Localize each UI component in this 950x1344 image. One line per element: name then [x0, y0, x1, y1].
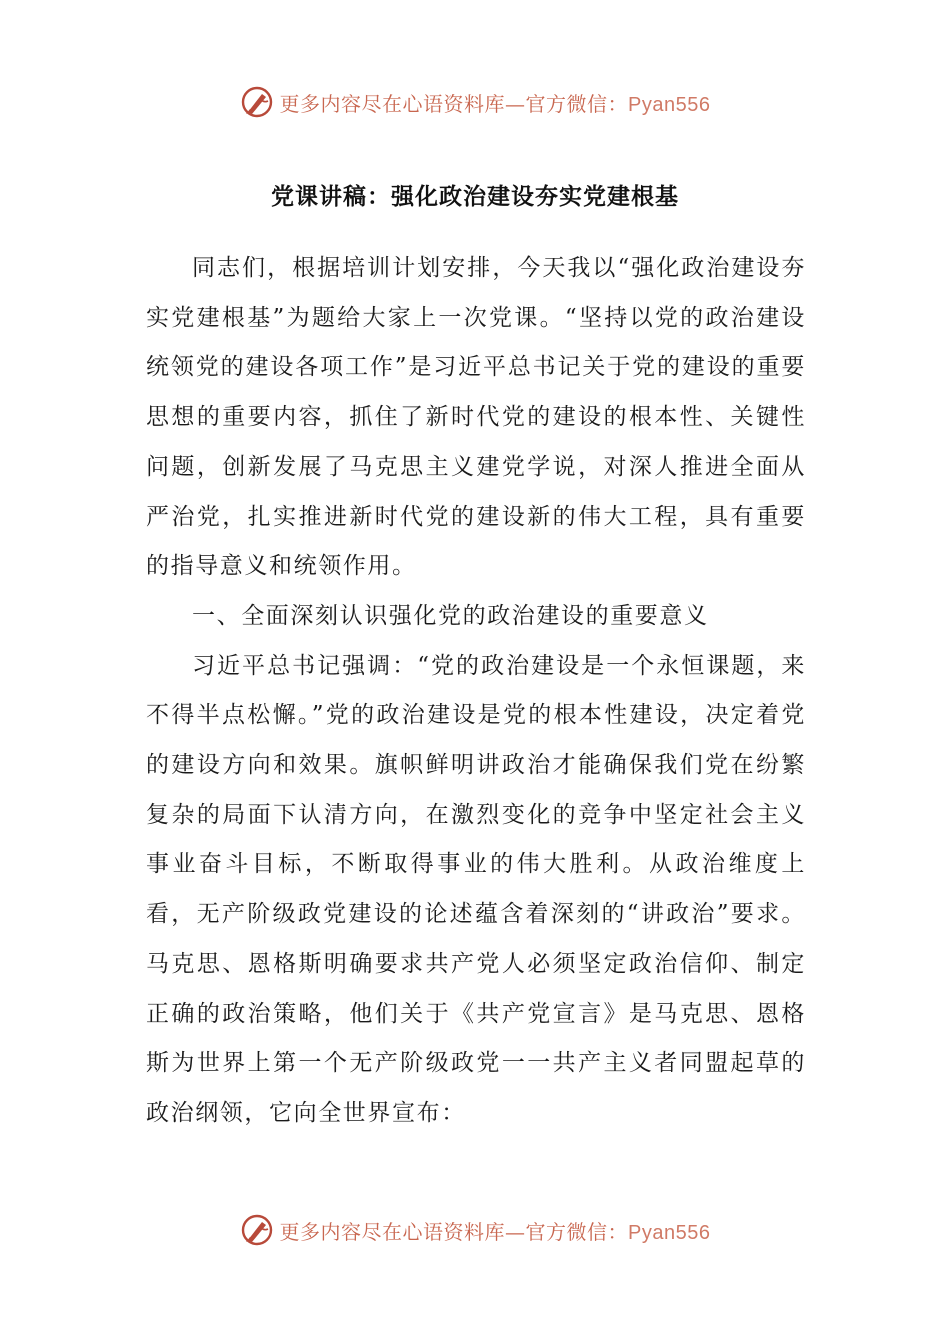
- banner-contact-id: Pyan556: [628, 93, 711, 116]
- banner-contact-id: Pyan556: [628, 1221, 711, 1244]
- banner-slogan: 更多内容尽在心语资料库: [279, 1219, 506, 1244]
- banner-separator: —: [505, 91, 526, 116]
- header-watermark-banner: [0, 80, 950, 124]
- body-paragraph: 习近平总书记强调：“党的政治建设是一个永恒课题，来不得半点松懈。”党的政治建设是党的根本性建设，决定着党的建设方向和效果。旗帜鲜明讲政治才能确保我们党在纷繁复杂的局面下认清方向，在激烈变化的竞争中坚定社会主义事业奋斗目标，不断取得事业的伟大胜利。从政治维度上看，无产阶级政党建设的论述蕴含着深刻的“讲政治”要求。马克思、恩格斯明确要求共产党人必须坚定政治信仰、制定正确的政治策略，他们关于《共产党宣言》是马克思、恩格斯为世界上第一个无产阶级政党一一共产主义者同盟起草的政治纲领，它向全世界宣布：: [146, 652, 806, 1126]
- pen-nib-logo-icon: [240, 85, 274, 119]
- document-body: [146, 244, 806, 1139]
- banner-slogan: 更多内容尽在心语资料库: [279, 91, 506, 116]
- intro-paragraph: 同志们，根据培训计划安排，今天我以“强化政治建设夯实党建根基”为题给大家上一次党课。“坚持以党的政治建设统领党的建设各项工作”是习近平总书记关于党的建设的重要思想的重要内容，抓住了新时代党的建设的根本性、关键性问题，创新发展了马克思主义建党学说，对深人推进全面从严治党，扎实推进新时代党的建设新的伟大工程，具有重要的指导意义和统领作用。: [146, 255, 806, 580]
- banner-text: [280, 88, 711, 117]
- banner-separator: —: [505, 1219, 526, 1244]
- document-title: 党课讲稿：强化政治建设夯实党建根基: [271, 184, 679, 210]
- pen-nib-logo-icon: [240, 1213, 274, 1247]
- section-heading: 一、全面深刻认识强化党的政治建设的重要意义: [192, 602, 709, 629]
- banner-contact-label: 官方微信：: [525, 1219, 629, 1244]
- banner-contact-label: 官方微信：: [525, 91, 629, 116]
- banner-text: [280, 1216, 711, 1245]
- footer-watermark-banner: [0, 1208, 950, 1252]
